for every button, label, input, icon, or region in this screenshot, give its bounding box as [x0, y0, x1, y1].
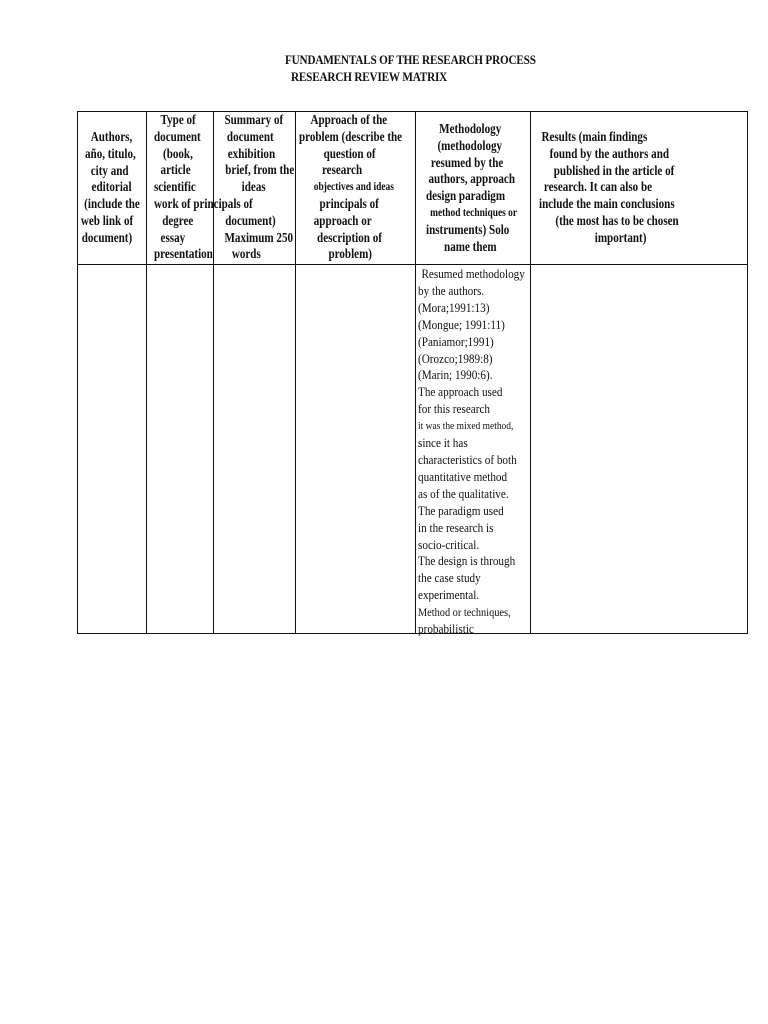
header-results [539, 129, 679, 247]
header-line: name them [444, 238, 497, 254]
header-line: Results (main findings [541, 129, 648, 144]
header-line: presentation [154, 246, 213, 262]
header-line: Authors, [90, 129, 133, 144]
header-line: document) [81, 229, 133, 245]
document-title: FUNDAMENTALS OF THE RESEARCH PROCESS [285, 52, 536, 67]
cell-line: in the research is [418, 519, 494, 535]
header-line: scientific [154, 179, 196, 195]
header-line: Maximum 250 [224, 229, 294, 245]
methodology-cell [418, 266, 525, 638]
header-line: found by the authors and [549, 145, 670, 161]
header-line: instruments) Solo [426, 221, 510, 237]
cell-line: The approach used [418, 384, 503, 400]
column-divider [295, 112, 296, 633]
cell-line: the case study [418, 570, 481, 586]
cell-line: (Mongue; 1991:11) [418, 316, 505, 332]
header-line: document [226, 128, 274, 144]
header-line [222, 196, 294, 213]
cell-line: by the authors. [418, 282, 485, 298]
header-line: exhibition [227, 145, 276, 161]
cell-line: characteristics of both [418, 451, 517, 467]
cell-line: (Orozco;1989:8) [418, 350, 493, 366]
cell-line: (Paniamor;1991) [418, 333, 494, 349]
cell-line: for this research [418, 401, 491, 417]
header-line: degree [162, 212, 194, 228]
header-line: research. It can also be [543, 179, 653, 195]
cell-line: Method or techniques, [418, 605, 511, 620]
cell-line: Resumed methodology [421, 266, 525, 281]
header-line: Approach of the [310, 112, 388, 127]
header-row-divider [78, 264, 747, 265]
header-line: authors, approach [428, 171, 515, 187]
column-divider [146, 112, 147, 633]
header-authors [80, 129, 140, 247]
cell-line: it was the mixed method, [418, 420, 514, 433]
cell-line: (Mora;1991:13) [418, 299, 490, 315]
header-line: design paradigm [426, 188, 506, 204]
cell-line: The paradigm used [418, 502, 504, 518]
header-line: article [160, 162, 191, 178]
header-line: Methodology [439, 121, 502, 136]
cell-line: quantitative method [418, 468, 508, 484]
header-summary [222, 112, 294, 263]
header-line: (book, [163, 145, 193, 161]
header-line: objectives and ideas [313, 181, 394, 194]
cell-line: experimental. [418, 587, 480, 603]
header-line: document [154, 128, 201, 144]
header-line: city and [90, 162, 129, 178]
cell-line: The design is through [418, 553, 516, 569]
header-line: published in the article of [553, 162, 675, 178]
header-line: (the most has to be chosen [555, 212, 679, 228]
header-line: Summary of [224, 112, 284, 127]
header-line: description of [317, 229, 382, 245]
header-line: brief, from the [225, 162, 295, 178]
document-subtitle: RESEARCH REVIEW MATRIX [291, 69, 448, 84]
header-line: año, titulo, [85, 145, 136, 161]
cell-line: socio-critical. [418, 536, 480, 552]
header-line: problem) [328, 246, 372, 262]
column-divider [415, 112, 416, 633]
header-line: problem (describe the [299, 128, 403, 144]
header-line: (methodology [437, 137, 503, 153]
cell-line: since it has [418, 435, 468, 451]
header-line: important) [594, 229, 647, 245]
header-line: ideas [241, 179, 266, 195]
header-approach [299, 112, 402, 263]
header-line: work of principals of [154, 195, 253, 211]
header-line: principals of [319, 195, 379, 211]
header-line: (include the [84, 196, 140, 212]
header-line: include the main conclusions [539, 196, 675, 212]
header-line: research [321, 162, 363, 178]
header-line: web link of [80, 212, 134, 228]
cell-line: probabilistic [418, 621, 474, 637]
header-line: question of [323, 145, 376, 161]
cell-line: (Marin; 1990:6). [418, 367, 493, 383]
header-methodology [426, 121, 517, 255]
header-line: words [231, 246, 261, 262]
cell-line: as of the qualitative. [418, 485, 509, 501]
header-line: resumed by the [430, 154, 504, 170]
header-line: approach or [313, 212, 372, 228]
header-line: essay [160, 229, 186, 245]
column-divider [530, 112, 531, 633]
header-line: document) [225, 212, 276, 228]
header-line: editorial [91, 179, 132, 195]
header-line: method techniques or [430, 206, 518, 219]
header-line: Type of [160, 112, 196, 127]
